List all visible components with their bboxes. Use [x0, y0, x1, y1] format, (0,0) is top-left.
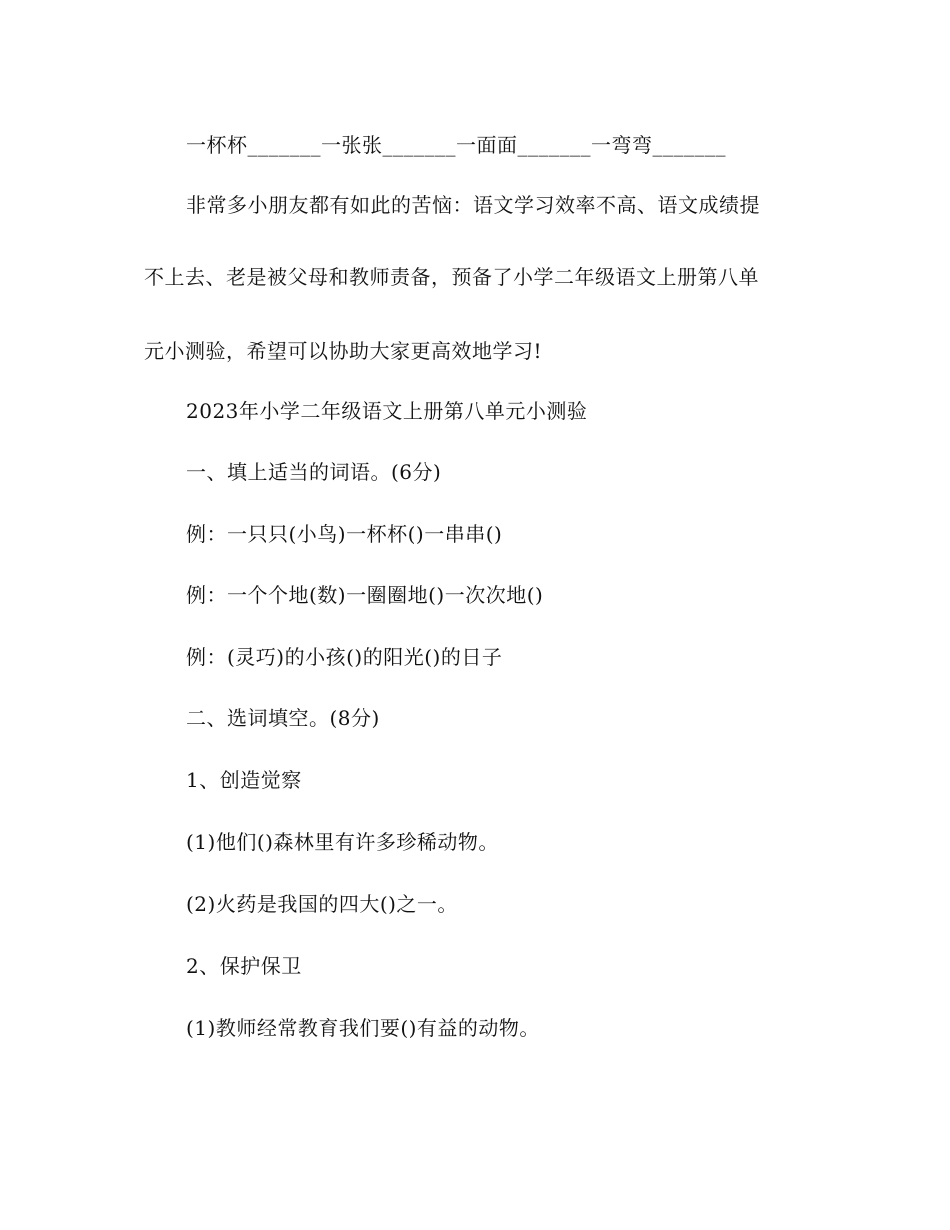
section-2-heading: 二、选词填空。(8分) — [186, 706, 380, 730]
intro-paragraph-line-2: 不上去、老是被父母和教师责备，预备了小学二年级语文上册第八单 — [144, 265, 759, 289]
intro-paragraph-line-3: 元小测验，希望可以协助大家更高效地学习! — [144, 339, 543, 363]
section-1-example-1: 例：一只只(小鸟)一杯杯()一串串() — [186, 522, 503, 546]
intro-paragraph-line-1: 非常多小朋友都有如此的苦恼：语文学习效率不高、语文成绩提 — [186, 193, 760, 217]
word-fill-line: 一杯杯_______一张张_______一面面_______一弯弯_______ — [186, 133, 726, 157]
section-2-group-1-item-2: (2)火药是我国的四大()之一。 — [186, 892, 458, 916]
section-1-heading: 一、填上适当的词语。(6分) — [186, 460, 442, 484]
section-2-word-group-2: 2、保护保卫 — [186, 954, 302, 978]
section-2-word-group-1: 1、创造觉察 — [186, 768, 302, 792]
section-2-group-2-item-1: (1)教师经常教育我们要()有益的动物。 — [186, 1016, 540, 1040]
section-1-example-3: 例：(灵巧)的小孩()的阳光()的日子 — [186, 645, 503, 669]
document-title: 2023年小学二年级语文上册第八单元小测验 — [186, 399, 588, 423]
section-2-group-1-item-1: (1)他们()森林里有许多珍稀动物。 — [186, 830, 499, 854]
section-1-example-2: 例：一个个地(数)一圈圈地()一次次地() — [186, 583, 544, 607]
